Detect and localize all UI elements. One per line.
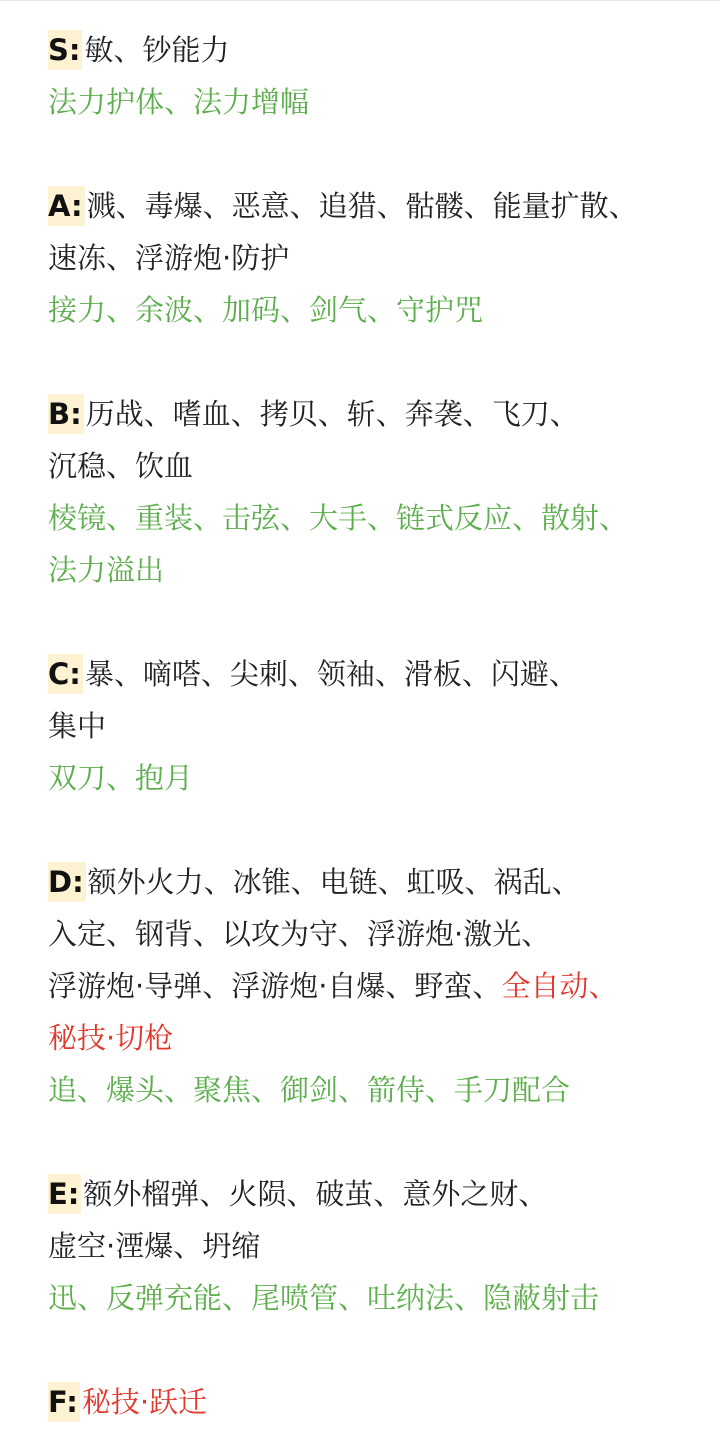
tier-line [48, 752, 688, 804]
item-text: 额外火力、冰锥、电链、虹吸、祸乱、 [87, 865, 581, 899]
tier-line [48, 1376, 688, 1428]
item-text: 沉稳、饮血 [48, 449, 194, 483]
item-text: 入定、钢背、以攻为守、浮游炮·激光、 [48, 917, 551, 951]
red-item-text: 秘技·跃迁 [81, 1385, 208, 1419]
red-item-text: 秘技·切枪 [48, 1021, 174, 1055]
item-text: 浮游炮·导弹、浮游炮·自爆、野蛮、 [48, 969, 502, 1003]
tier-line [48, 960, 688, 1012]
tier-label: E: [48, 1174, 81, 1214]
tier-label: D: [48, 862, 86, 902]
tier-line [48, 1272, 688, 1324]
item-text: 虚空·湮爆、坍缩 [48, 1229, 261, 1263]
tier-label: S: [48, 30, 82, 70]
green-item-text: 法力溢出 [48, 553, 165, 587]
tier-line [48, 648, 688, 700]
tier-s [48, 24, 688, 128]
item-text: 溅、毒爆、恶意、追猎、骷髅、能量扩散、 [86, 189, 638, 223]
tier-line [48, 284, 688, 336]
tier-line [48, 1064, 688, 1116]
green-item-text: 棱镜、重装、击弦、大手、链式反应、散射、 [48, 501, 629, 535]
tier-line [48, 544, 688, 596]
tier-label: A: [48, 186, 85, 226]
tier-c [48, 648, 688, 804]
tier-line [48, 1012, 688, 1064]
item-text: 额外榴弹、火陨、破茧、意外之财、 [83, 1177, 548, 1211]
tier-label: B: [48, 394, 84, 434]
green-item-text: 法力护体、法力增幅 [48, 85, 310, 119]
top-divider [0, 0, 720, 1]
tier-line [48, 1220, 688, 1272]
green-item-text: 迅、反弹充能、尾喷管、吐纳法、隐蔽射击 [48, 1281, 600, 1315]
item-text: 暴、嘀嗒、尖刺、领袖、滑板、闪避、 [84, 657, 578, 691]
tier-line [48, 440, 688, 492]
red-item-text: 全自动、 [501, 969, 618, 1003]
item-text: 历战、嗜血、拷贝、斩、奔袭、飞刀、 [85, 397, 579, 431]
tier-line [48, 76, 688, 128]
tier-line [48, 232, 688, 284]
tier-b [48, 388, 688, 596]
tier-line [48, 1168, 688, 1220]
item-text: 速冻、浮游炮·防护 [48, 241, 290, 275]
tier-label: F: [48, 1382, 80, 1422]
tier-label: C: [48, 654, 83, 694]
tier-a [48, 180, 688, 336]
green-item-text: 接力、余波、加码、剑气、守护咒 [48, 293, 484, 327]
green-item-text: 双刀、抱月 [48, 761, 194, 795]
green-item-text: 追、爆头、聚焦、御剑、箭侍、手刀配合 [48, 1073, 571, 1107]
tier-e [48, 1168, 688, 1324]
tier-d [48, 856, 688, 1116]
tier-line [48, 492, 688, 544]
tier-line [48, 24, 688, 76]
tier-line [48, 388, 688, 440]
item-text: 敏、钞能力 [84, 33, 230, 67]
tier-f [48, 1376, 688, 1428]
tier-line [48, 700, 688, 752]
tier-line [48, 908, 688, 960]
tier-line [48, 856, 688, 908]
tier-line [48, 180, 688, 232]
item-text: 集中 [48, 709, 107, 743]
